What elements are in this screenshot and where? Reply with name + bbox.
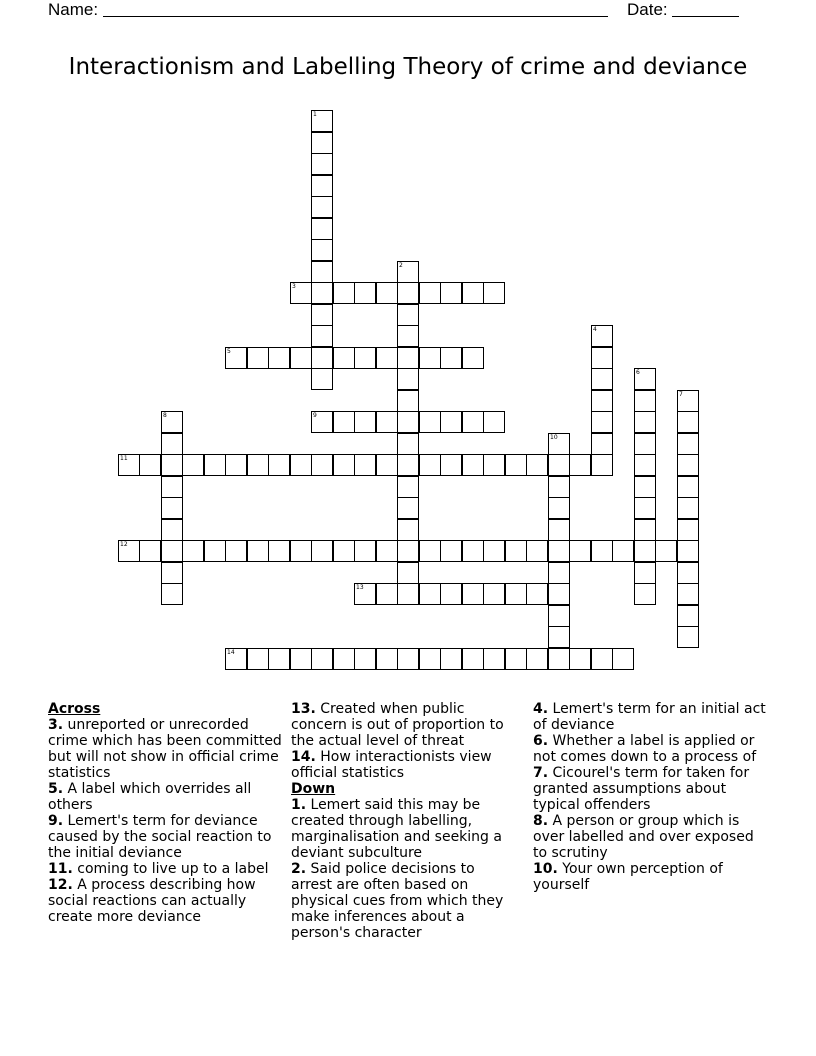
clue-text: Created when public concern is out of proportion to the actual level of threat [291, 701, 504, 749]
page-title: Interactionism and Labelling Theory of crime and deviance [68, 54, 748, 80]
crossword-cell[interactable] [505, 583, 527, 605]
clue-number: 2. [291, 861, 307, 877]
crossword-cell[interactable] [354, 583, 376, 605]
clues-column-1 [48, 701, 282, 925]
crossword-cell[interactable] [225, 648, 247, 670]
crossword-cell[interactable] [311, 368, 333, 390]
crossword-cell[interactable] [419, 540, 441, 562]
crossword-cell[interactable] [569, 540, 591, 562]
crossword-cell[interactable] [204, 454, 226, 476]
crossword-cell[interactable] [526, 454, 548, 476]
crossword-cell[interactable] [397, 648, 419, 670]
clues-column-2 [291, 701, 519, 941]
crossword-cell[interactable] [354, 540, 376, 562]
clue-text: Lemert's term for an initial act of deviance [533, 701, 766, 733]
crossword-cell[interactable] [526, 583, 548, 605]
crossword-cell[interactable] [591, 347, 613, 369]
crossword-cell[interactable] [397, 325, 419, 347]
clue-number: 1. [291, 797, 307, 813]
crossword-cell[interactable] [311, 261, 333, 283]
crossword-cell[interactable] [161, 454, 183, 476]
crossword-cell[interactable] [397, 583, 419, 605]
clue-number: 6. [533, 733, 549, 749]
crossword-cell[interactable] [247, 347, 269, 369]
crossword-cell[interactable] [247, 540, 269, 562]
crossword-cell[interactable] [311, 196, 333, 218]
crossword-cell[interactable] [311, 304, 333, 326]
crossword-cell[interactable] [677, 433, 699, 455]
crossword-cell[interactable] [161, 433, 183, 455]
crossword-cell[interactable] [634, 454, 656, 476]
crossword-cell[interactable] [591, 411, 613, 433]
crossword-cell[interactable] [376, 583, 398, 605]
crossword-cell[interactable] [677, 454, 699, 476]
crossword-cell[interactable] [634, 411, 656, 433]
crossword-cell[interactable] [483, 540, 505, 562]
clue-number: 7 [679, 391, 683, 398]
crossword-cell[interactable] [397, 497, 419, 519]
crossword-cell[interactable] [397, 540, 419, 562]
crossword-cell[interactable] [548, 519, 570, 541]
crossword-cell[interactable] [569, 648, 591, 670]
crossword-cell[interactable] [634, 476, 656, 498]
crossword-cell[interactable] [376, 540, 398, 562]
crossword-cell[interactable] [548, 454, 570, 476]
crossword-cell[interactable] [290, 540, 312, 562]
clue-item [291, 701, 519, 749]
down-heading: Down [291, 781, 336, 797]
crossword-cell[interactable] [268, 540, 290, 562]
clue-text: Your own perception of yourself [533, 861, 723, 893]
clue-number: 12. [48, 877, 73, 893]
crossword-cell[interactable] [440, 454, 462, 476]
crossword-cell[interactable] [118, 454, 140, 476]
crossword-cell[interactable] [311, 540, 333, 562]
crossword-cell[interactable] [397, 454, 419, 476]
crossword-cell[interactable] [333, 454, 355, 476]
clue-number: 1 [313, 111, 317, 118]
crossword-cell[interactable] [311, 454, 333, 476]
crossword-cell[interactable] [419, 454, 441, 476]
crossword-cell[interactable] [591, 648, 613, 670]
crossword-cell[interactable] [225, 454, 247, 476]
crossword-cell[interactable] [118, 540, 140, 562]
crossword-cell[interactable] [440, 411, 462, 433]
crossword-cell[interactable] [354, 282, 376, 304]
clue-item [291, 797, 519, 861]
crossword-cell[interactable] [548, 433, 570, 455]
crossword-cell[interactable] [247, 454, 269, 476]
crossword-cell[interactable] [440, 583, 462, 605]
crossword-cell[interactable] [677, 390, 699, 412]
crossword-cell[interactable] [247, 648, 269, 670]
crossword-cell[interactable] [397, 347, 419, 369]
crossword-cell[interactable] [354, 347, 376, 369]
crossword-cell[interactable] [462, 347, 484, 369]
crossword-cell[interactable] [397, 433, 419, 455]
crossword-cell[interactable] [440, 282, 462, 304]
clue-text: Lemert's term for deviance caused by the social reaction to the initial deviance [48, 813, 272, 861]
crossword-cell[interactable] [591, 325, 613, 347]
clue-item [48, 717, 282, 781]
crossword-cell[interactable] [182, 454, 204, 476]
clue-text: A process describing how social reactions can actually create more deviance [48, 877, 256, 925]
clue-text: coming to live up to a label [72, 861, 269, 877]
crossword-cell[interactable] [354, 411, 376, 433]
crossword-cell[interactable] [311, 153, 333, 175]
crossword-cell[interactable] [161, 519, 183, 541]
crossword-cell[interactable] [161, 497, 183, 519]
clue-item [48, 781, 282, 813]
clue-number: 4. [533, 701, 549, 717]
crossword-cell[interactable] [677, 605, 699, 627]
crossword-cell[interactable] [161, 411, 183, 433]
clue-text: Said police decisions to arrest are often based on physical cues from which they make inferences about a person's character [291, 861, 504, 941]
clue-item [48, 877, 282, 925]
clue-text: Lemert said this may be created through labelling, marginalisation and seeking a deviant subculture [291, 797, 502, 861]
crossword-cell[interactable] [333, 411, 355, 433]
crossword-cell[interactable] [677, 583, 699, 605]
clue-number: 8 [163, 412, 167, 419]
crossword-cell[interactable] [569, 454, 591, 476]
clue-number: 11 [120, 455, 128, 462]
crossword-cell[interactable] [139, 540, 161, 562]
clue-number: 9 [313, 412, 317, 419]
crossword-cell[interactable] [677, 411, 699, 433]
crossword-cell[interactable] [225, 347, 247, 369]
clue-number: 10 [550, 434, 558, 441]
crossword-cell[interactable] [354, 454, 376, 476]
clue-number: 12 [120, 541, 128, 548]
crossword-cell[interactable] [311, 411, 333, 433]
clue-number: 6 [636, 369, 640, 376]
crossword-cell[interactable] [397, 411, 419, 433]
crossword-cell[interactable] [634, 562, 656, 584]
crossword-cell[interactable] [440, 540, 462, 562]
clue-number: 13 [356, 584, 364, 591]
crossword-cell[interactable] [397, 390, 419, 412]
crossword-cell[interactable] [354, 648, 376, 670]
crossword-cell[interactable] [612, 648, 634, 670]
crossword-cell[interactable] [634, 368, 656, 390]
crossword-cell[interactable] [311, 132, 333, 154]
crossword-cell[interactable] [419, 411, 441, 433]
crossword-cell[interactable] [548, 562, 570, 584]
clue-number: 2 [399, 262, 403, 269]
crossword-cell[interactable] [290, 282, 312, 304]
crossword-cell[interactable] [268, 347, 290, 369]
crossword-cell[interactable] [462, 540, 484, 562]
crossword-cell[interactable] [548, 583, 570, 605]
clue-item [533, 733, 769, 765]
crossword-cell[interactable] [591, 390, 613, 412]
crossword-cell[interactable] [419, 282, 441, 304]
clue-number: 8. [533, 813, 549, 829]
crossword-cell[interactable] [677, 562, 699, 584]
clue-text: How interactionists view official statistics [291, 749, 492, 781]
crossword-cell[interactable] [376, 411, 398, 433]
crossword-cell[interactable] [311, 648, 333, 670]
clue-text: Whether a label is applied or not comes down to a process of [533, 733, 757, 765]
crossword-cell[interactable] [526, 540, 548, 562]
clue-number: 13. [291, 701, 316, 717]
clue-number: 14 [227, 649, 235, 656]
crossword-cell[interactable] [376, 454, 398, 476]
crossword-cell[interactable] [397, 519, 419, 541]
crossword-cell[interactable] [397, 282, 419, 304]
crossword-cell[interactable] [526, 648, 548, 670]
clue-number: 3 [292, 283, 296, 290]
crossword-cell[interactable] [505, 540, 527, 562]
clue-text: A person or group which is over labelled and over exposed to scrutiny [533, 813, 754, 861]
crossword-cell[interactable] [462, 282, 484, 304]
clue-item [533, 765, 769, 813]
crossword-cell[interactable] [204, 540, 226, 562]
crossword-cell[interactable] [376, 648, 398, 670]
clue-number: 9. [48, 813, 64, 829]
crossword-cell[interactable] [462, 583, 484, 605]
clue-item [291, 749, 519, 781]
crossword-cell[interactable] [139, 454, 161, 476]
crossword-cell[interactable] [311, 325, 333, 347]
clue-number: 10. [533, 861, 558, 877]
crossword-cell[interactable] [548, 497, 570, 519]
crossword-cell[interactable] [419, 583, 441, 605]
clue-item [533, 813, 769, 861]
crossword-cell[interactable] [483, 454, 505, 476]
crossword-cell[interactable] [677, 540, 699, 562]
clue-number: 14. [291, 749, 316, 765]
crossword-cell[interactable] [591, 433, 613, 455]
crossword-cell[interactable] [397, 304, 419, 326]
crossword-cell[interactable] [311, 282, 333, 304]
crossword-cell[interactable] [462, 648, 484, 670]
crossword-cell[interactable] [311, 110, 333, 132]
crossword-cell[interactable] [311, 347, 333, 369]
crossword-cell[interactable] [483, 411, 505, 433]
date-label: Date: [627, 0, 668, 19]
crossword-cell[interactable] [462, 454, 484, 476]
crossword-cell[interactable] [505, 454, 527, 476]
across-heading: Across [48, 701, 101, 717]
crossword-cell[interactable] [161, 476, 183, 498]
clue-number: 5. [48, 781, 64, 797]
clue-text: A label which overrides all others [48, 781, 252, 813]
crossword-cell[interactable] [591, 454, 613, 476]
crossword-cell[interactable] [440, 347, 462, 369]
crossword-cell[interactable] [634, 390, 656, 412]
crossword-cell[interactable] [677, 519, 699, 541]
crossword-cell[interactable] [311, 239, 333, 261]
crossword-cell[interactable] [440, 648, 462, 670]
clue-number: 4 [593, 326, 597, 333]
crossword-cell[interactable] [483, 583, 505, 605]
crossword-cell[interactable] [333, 347, 355, 369]
clue-item [291, 861, 519, 941]
crossword-cell[interactable] [634, 540, 656, 562]
crossword-cell[interactable] [161, 583, 183, 605]
crossword-cell[interactable] [677, 476, 699, 498]
crossword-cell[interactable] [182, 540, 204, 562]
crossword-cell[interactable] [419, 347, 441, 369]
clue-number: 7. [533, 765, 549, 781]
crossword-cell[interactable] [634, 519, 656, 541]
clue-number: 3. [48, 717, 64, 733]
crossword-cell[interactable] [548, 540, 570, 562]
crossword-cell[interactable] [462, 411, 484, 433]
crossword-cell[interactable] [548, 648, 570, 670]
clue-number: 5 [227, 348, 231, 355]
crossword-cell[interactable] [333, 648, 355, 670]
crossword-cell[interactable] [397, 562, 419, 584]
crossword-cell[interactable] [161, 540, 183, 562]
crossword-cell[interactable] [634, 583, 656, 605]
clue-item [533, 701, 769, 733]
crossword-cell[interactable] [311, 175, 333, 197]
crossword-cell[interactable] [548, 626, 570, 648]
crossword-cell[interactable] [268, 648, 290, 670]
crossword-cell[interactable] [290, 454, 312, 476]
crossword-cell[interactable] [225, 540, 247, 562]
clue-text: unreported or unrecorded crime which has been committed but will not show in official crime statistics [48, 717, 282, 781]
crossword-cell[interactable] [333, 540, 355, 562]
crossword-cell[interactable] [677, 626, 699, 648]
clue-number: 11. [48, 861, 73, 877]
crossword-cell[interactable] [290, 648, 312, 670]
clue-item [48, 861, 282, 877]
name-label: Name: [48, 0, 99, 19]
crossword-cell[interactable] [634, 497, 656, 519]
crossword-cell[interactable] [376, 282, 398, 304]
clue-text: Cicourel's term for taken for granted assumptions about typical offenders [533, 765, 750, 813]
crossword-cell[interactable] [161, 562, 183, 584]
crossword-cell[interactable] [677, 497, 699, 519]
crossword-cell[interactable] [376, 347, 398, 369]
crossword-cell[interactable] [483, 282, 505, 304]
crossword-cell[interactable] [268, 454, 290, 476]
crossword-cell[interactable] [419, 648, 441, 670]
crossword-cell[interactable] [290, 347, 312, 369]
crossword-cell[interactable] [634, 433, 656, 455]
crossword-cell[interactable] [483, 648, 505, 670]
clues-column-3 [533, 701, 769, 893]
crossword-cell[interactable] [548, 476, 570, 498]
crossword-cell[interactable] [655, 540, 677, 562]
crossword-cell[interactable] [505, 648, 527, 670]
crossword-cell[interactable] [591, 540, 613, 562]
clue-item [533, 861, 769, 893]
crossword-cell[interactable] [311, 218, 333, 240]
crossword-cell[interactable] [397, 476, 419, 498]
crossword-cell[interactable] [397, 368, 419, 390]
crossword-cell[interactable] [591, 368, 613, 390]
crossword-cell[interactable] [612, 540, 634, 562]
crossword-cell[interactable] [397, 261, 419, 283]
crossword-cell[interactable] [548, 605, 570, 627]
clue-item [48, 813, 282, 861]
crossword-cell[interactable] [333, 282, 355, 304]
